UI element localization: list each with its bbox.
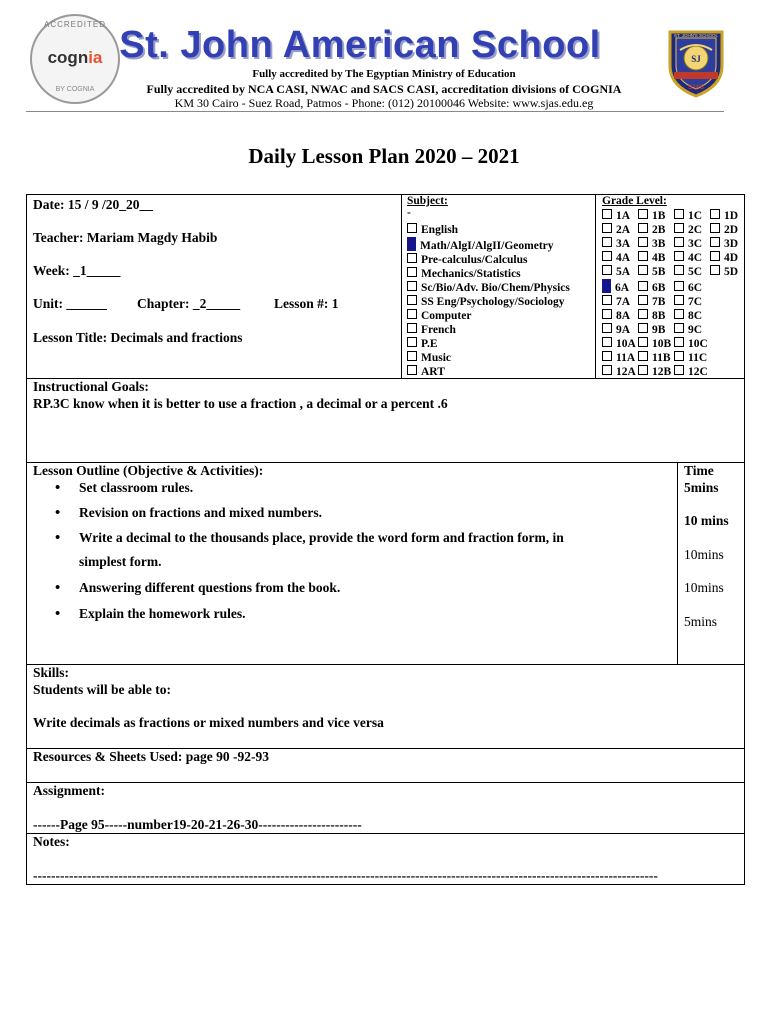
time-column: [677, 462, 745, 665]
subject-option-label: ART: [421, 366, 445, 378]
subject-heading: Subject:: [407, 195, 448, 207]
grade-row: [602, 251, 746, 265]
document-title: Daily Lesson Plan 2020 – 2021: [248, 144, 520, 168]
skills-heading: Skills:: [33, 665, 70, 680]
activity-text: Set classroom rules.: [79, 480, 194, 495]
grade-option-label: 1B: [652, 210, 666, 222]
subject-option-art[interactable]: [407, 365, 570, 379]
grade-option-label: 8B: [652, 310, 666, 322]
grade-option-label: 10B: [652, 338, 672, 350]
lesson-info-cell: [26, 194, 402, 379]
grade-option-12a[interactable]: [602, 365, 638, 379]
grade-row: [602, 351, 746, 365]
checkbox-icon[interactable]: [674, 265, 684, 275]
grade-option-2d[interactable]: [710, 223, 746, 237]
assignment-heading: Assignment:: [33, 783, 106, 798]
grade-option-label: 8A: [616, 310, 631, 322]
crest-initials: SJ: [691, 54, 701, 64]
subject-option-label: Sc/Bio/Adv. Bio/Chem/Physics: [421, 282, 570, 294]
checkbox-icon[interactable]: [407, 323, 417, 333]
subject-option-music[interactable]: [407, 351, 570, 365]
checkbox-icon[interactable]: [674, 251, 684, 261]
subject-option-label: Pre-calculus/Calculus: [421, 254, 528, 266]
lesson-outline-heading: Lesson Outline (Objective & Activities):: [33, 463, 264, 478]
grade-option-6a[interactable]: [602, 279, 638, 295]
unit-field: Unit: ______: [33, 296, 107, 311]
grade-option-label: 6B: [652, 282, 666, 294]
checkbox-icon[interactable]: [407, 337, 417, 347]
grade-option-4c[interactable]: [674, 251, 710, 265]
grade-option-label: 3D: [724, 238, 739, 250]
time-value: 10mins: [684, 580, 724, 595]
grade-option-label: 1D: [724, 210, 739, 222]
week-field: Week: _1_____: [33, 263, 121, 278]
grade-option-11b[interactable]: [638, 351, 674, 365]
skills-section: [26, 664, 745, 749]
subject-option-label: Mechanics/Statistics: [421, 268, 521, 280]
checkbox-icon[interactable]: [407, 281, 417, 291]
letterhead: [0, 0, 768, 115]
grade-option-label: 5D: [724, 266, 739, 278]
grade-option-9c[interactable]: [674, 323, 710, 337]
grade-option-label: 5A: [616, 266, 631, 278]
grade-option-label: 12A: [616, 366, 636, 378]
checkbox-icon[interactable]: [602, 365, 612, 375]
subject-option-label: SS Eng/Psychology/Sociology: [421, 296, 565, 308]
chapter-field: Chapter: _2_____: [137, 296, 241, 311]
instructional-goals-heading: Instructional Goals:: [33, 379, 149, 394]
checkbox-icon[interactable]: [638, 337, 648, 347]
grade-option-label: 3C: [688, 238, 703, 250]
activity-list: [33, 480, 663, 631]
grade-checkbox-list: [602, 209, 746, 379]
grade-option-label: 4A: [616, 252, 631, 264]
time-heading: Time: [684, 463, 714, 478]
subject-option-label: English: [421, 224, 459, 236]
subject-option-ss-eng-psychology-sociology[interactable]: [407, 295, 570, 309]
grade-option-10a[interactable]: [602, 337, 638, 351]
subject-option-p-e[interactable]: [407, 337, 570, 351]
grade-option-8c[interactable]: [674, 309, 710, 323]
subject-option-pre-calculus-calculus[interactable]: [407, 253, 570, 267]
checkbox-icon[interactable]: [674, 337, 684, 347]
grade-option-1b[interactable]: [638, 209, 674, 223]
notes-section: [26, 833, 745, 885]
grade-option-5a[interactable]: [602, 265, 638, 279]
checkbox-icon[interactable]: [638, 251, 648, 261]
checkbox-icon[interactable]: [674, 281, 684, 291]
grade-row: [602, 209, 746, 223]
grade-option-8b[interactable]: [638, 309, 674, 323]
activity-item: [33, 606, 663, 631]
subject-option-label: Music: [421, 352, 452, 364]
checkbox-icon[interactable]: [602, 295, 612, 305]
grade-option-label: 2D: [724, 224, 739, 236]
grade-option-5c[interactable]: [674, 265, 710, 279]
lesson-outline-section: [26, 462, 678, 665]
grade-option-3c[interactable]: [674, 237, 710, 251]
grade-option-label: 12B: [652, 366, 672, 378]
checkbox-icon[interactable]: [638, 309, 648, 319]
checkbox-icon[interactable]: [638, 295, 648, 305]
checkbox-icon[interactable]: [638, 351, 648, 361]
skills-text: Write decimals as fractions or mixed numbers and vice versa: [33, 715, 384, 730]
subject-option-computer[interactable]: [407, 309, 570, 323]
school-name: St. John American School: [119, 24, 601, 66]
activity-text: Answering different questions from the book.: [79, 580, 341, 595]
grade-option-5b[interactable]: [638, 265, 674, 279]
grade-row: [602, 365, 746, 379]
grade-option-label: 4D: [724, 252, 739, 264]
grade-option-2a[interactable]: [602, 223, 638, 237]
grade-row: [602, 337, 746, 351]
checked-box-icon[interactable]: [602, 279, 611, 293]
checkbox-icon[interactable]: [407, 351, 417, 361]
subject-option-sc-bio-adv-bio-chem-physics[interactable]: [407, 281, 570, 295]
grade-option-label: 11C: [688, 352, 708, 364]
grade-option-7a[interactable]: [602, 295, 638, 309]
grade-row: [602, 279, 746, 295]
time-value: 10mins: [684, 547, 724, 562]
header-divider: [26, 111, 724, 112]
subject-option-label: Math/AlgI/AlgII/Geometry: [420, 240, 554, 252]
activity-text: Explain the homework rules.: [79, 606, 246, 621]
grade-option-label: 1C: [688, 210, 703, 222]
subject-option-english[interactable]: [407, 223, 570, 237]
lesson-title-field: Lesson Title: Decimals and fractions: [33, 330, 243, 345]
accreditation-line-1: Fully accredited by The Egyptian Ministry of Education: [252, 68, 516, 80]
checkbox-icon[interactable]: [710, 223, 720, 233]
grade-level-cell: [595, 194, 745, 379]
crest-bottom-text: SJAS: [688, 85, 704, 91]
grade-row: [602, 237, 746, 251]
grade-option-9b[interactable]: [638, 323, 674, 337]
grade-option-label: 7A: [616, 296, 631, 308]
grade-option-label: 3A: [616, 238, 631, 250]
checkbox-icon[interactable]: [674, 223, 684, 233]
grade-option-label: 5C: [688, 266, 703, 278]
lesson-number-field: Lesson #: 1: [274, 296, 339, 311]
grade-option-label: 7B: [652, 296, 666, 308]
resources-text: Resources & Sheets Used: page 90 -92-93: [33, 749, 269, 764]
activity-text-continued: simplest form.: [79, 554, 162, 569]
checkbox-icon[interactable]: [638, 265, 648, 275]
subject-option-math-algi-algii-geometry[interactable]: [407, 237, 570, 253]
checkbox-icon[interactable]: [602, 351, 612, 361]
grade-option-label: 6A: [615, 282, 630, 294]
grade-option-10c[interactable]: [674, 337, 710, 351]
grade-option-label: 1A: [616, 210, 631, 222]
checkbox-icon[interactable]: [710, 237, 720, 247]
subject-option-french[interactable]: [407, 323, 570, 337]
resources-section: [26, 748, 745, 783]
grade-option-label: 2A: [616, 224, 631, 236]
checkbox-icon[interactable]: [674, 237, 684, 247]
assignment-text: ------Page 95-----number19-20-21-26-30-----------------------: [33, 817, 362, 832]
grade-option-label: 9A: [616, 324, 631, 336]
grade-option-label: 10A: [616, 338, 636, 350]
time-value: 10 mins: [684, 513, 729, 528]
checkbox-icon[interactable]: [602, 309, 612, 319]
grade-option-4d[interactable]: [710, 251, 746, 265]
grade-row: [602, 265, 746, 279]
checkbox-icon[interactable]: [638, 237, 648, 247]
time-value: 5mins: [684, 614, 718, 629]
grade-option-7c[interactable]: [674, 295, 710, 309]
school-address: KM 30 Cairo - Suez Road, Patmos - Phone: (012) 20100046 Website: www.sjas.edu.eg: [174, 96, 594, 110]
checkbox-icon[interactable]: [710, 209, 720, 219]
checkbox-icon[interactable]: [638, 365, 648, 375]
activity-text: Revision on fractions and mixed numbers.: [79, 505, 323, 520]
grade-option-label: 2B: [652, 224, 666, 236]
checkbox-icon[interactable]: [674, 351, 684, 361]
checkbox-icon[interactable]: [602, 209, 612, 219]
grade-option-2c[interactable]: [674, 223, 710, 237]
grade-option-label: 7C: [688, 296, 703, 308]
checkbox-icon[interactable]: [407, 295, 417, 305]
skills-subheading: Students will be able to:: [33, 682, 172, 697]
subject-option-label: French: [421, 324, 456, 336]
checkbox-icon[interactable]: [710, 265, 720, 275]
checkbox-icon[interactable]: [407, 365, 417, 375]
grade-option-3a[interactable]: [602, 237, 638, 251]
grade-option-label: 11B: [652, 352, 671, 364]
subject-option-mechanics-statistics[interactable]: [407, 267, 570, 281]
grade-option-4a[interactable]: [602, 251, 638, 265]
grade-option-label: 3B: [652, 238, 666, 250]
grade-option-label: 8C: [688, 310, 703, 322]
subject-dash: -: [407, 207, 411, 219]
time-value: 5mins: [684, 480, 719, 495]
grade-option-12b[interactable]: [638, 365, 674, 379]
activity-item: [33, 505, 663, 530]
checkbox-icon[interactable]: [674, 309, 684, 319]
grade-option-2b[interactable]: [638, 223, 674, 237]
instructional-goals-text: RP.3C know when it is better to use a fraction , a decimal or a percent .6: [33, 396, 448, 411]
checked-box-icon[interactable]: [407, 237, 416, 251]
checkbox-icon[interactable]: [602, 265, 612, 275]
instructional-goals-section: [26, 378, 745, 463]
grade-option-1d[interactable]: [710, 209, 746, 223]
grade-option-label: 9C: [688, 324, 703, 336]
grade-level-heading: Grade Level:: [602, 195, 667, 207]
grade-option-7b[interactable]: [638, 295, 674, 309]
checkbox-icon[interactable]: [638, 281, 648, 291]
grade-option-1a[interactable]: [602, 209, 638, 223]
grade-option-8a[interactable]: [602, 309, 638, 323]
checkbox-icon[interactable]: [407, 223, 417, 233]
grade-option-label: 4C: [688, 252, 703, 264]
checkbox-icon[interactable]: [638, 323, 648, 333]
checkbox-icon[interactable]: [602, 223, 612, 233]
grade-option-6b[interactable]: [638, 281, 674, 295]
grade-option-5d[interactable]: [710, 265, 746, 279]
grade-row: [602, 323, 746, 337]
crest-top-text: ST. JOHN'S SCHOOL: [673, 33, 719, 38]
checkbox-icon[interactable]: [710, 251, 720, 261]
checkbox-icon[interactable]: [407, 253, 417, 263]
subject-option-label: P.E: [421, 338, 438, 350]
date-field: Date: 15 / 9 /20_20__: [33, 197, 153, 212]
checkbox-icon[interactable]: [674, 209, 684, 219]
subject-option-label: Computer: [421, 310, 472, 322]
grade-option-4b[interactable]: [638, 251, 674, 265]
checkbox-icon[interactable]: [407, 267, 417, 277]
grade-option-label: 11A: [616, 352, 636, 364]
grade-option-9a[interactable]: [602, 323, 638, 337]
grade-row: [602, 295, 746, 309]
activity-item: [33, 530, 663, 580]
accreditation-line-2: Fully accredited by NCA CASI, NWAC and SACS CASI, accreditation divisions of COGNIA: [146, 82, 622, 96]
school-crest-icon: [660, 26, 732, 98]
activity-text: Write a decimal to the thousands place, provide the word form and fraction form, in: [79, 530, 564, 545]
grade-option-1c[interactable]: [674, 209, 710, 223]
notes-line: -------------------------------------------------------------------------------------------------------------------------------------------: [33, 868, 658, 883]
activity-item: [33, 580, 663, 606]
checkbox-icon[interactable]: [638, 223, 648, 233]
cognia-ring-top-text: ACCREDITED: [43, 20, 106, 29]
checkbox-icon[interactable]: [674, 295, 684, 305]
cognia-word-a: cogn: [47, 48, 89, 67]
grade-option-6c[interactable]: [674, 281, 710, 295]
grade-option-label: 4B: [652, 252, 666, 264]
activity-item: [33, 480, 663, 505]
notes-heading: Notes:: [33, 834, 70, 849]
checkbox-icon[interactable]: [602, 323, 612, 333]
grade-option-label: 12C: [688, 366, 708, 378]
grade-option-10b[interactable]: [638, 337, 674, 351]
grade-option-label: 10C: [688, 338, 708, 350]
grade-option-label: 6C: [688, 282, 703, 294]
grade-row: [602, 223, 746, 237]
grade-option-3b[interactable]: [638, 237, 674, 251]
assignment-section: [26, 782, 745, 834]
grade-option-label: 9B: [652, 324, 666, 336]
grade-row: [602, 309, 746, 323]
checkbox-icon[interactable]: [407, 309, 417, 319]
grade-option-12c[interactable]: [674, 365, 710, 379]
cognia-word-b: ia: [88, 48, 103, 67]
grade-option-11c[interactable]: [674, 351, 710, 365]
checkbox-icon[interactable]: [674, 323, 684, 333]
checkbox-icon[interactable]: [602, 251, 612, 261]
grade-option-label: 2C: [688, 224, 703, 236]
checkbox-icon[interactable]: [602, 337, 612, 347]
checkbox-icon[interactable]: [638, 209, 648, 219]
subject-checkbox-list: [407, 223, 570, 379]
teacher-field: Teacher: Mariam Magdy Habib: [33, 230, 218, 245]
checkbox-icon[interactable]: [602, 237, 612, 247]
grade-option-3d[interactable]: [710, 237, 746, 251]
cognia-ring-bottom-text: BY COGNIA: [55, 86, 95, 93]
grade-option-11a[interactable]: [602, 351, 638, 365]
subject-cell: [401, 194, 596, 379]
checkbox-icon[interactable]: [674, 365, 684, 375]
grade-option-label: 5B: [652, 266, 666, 278]
